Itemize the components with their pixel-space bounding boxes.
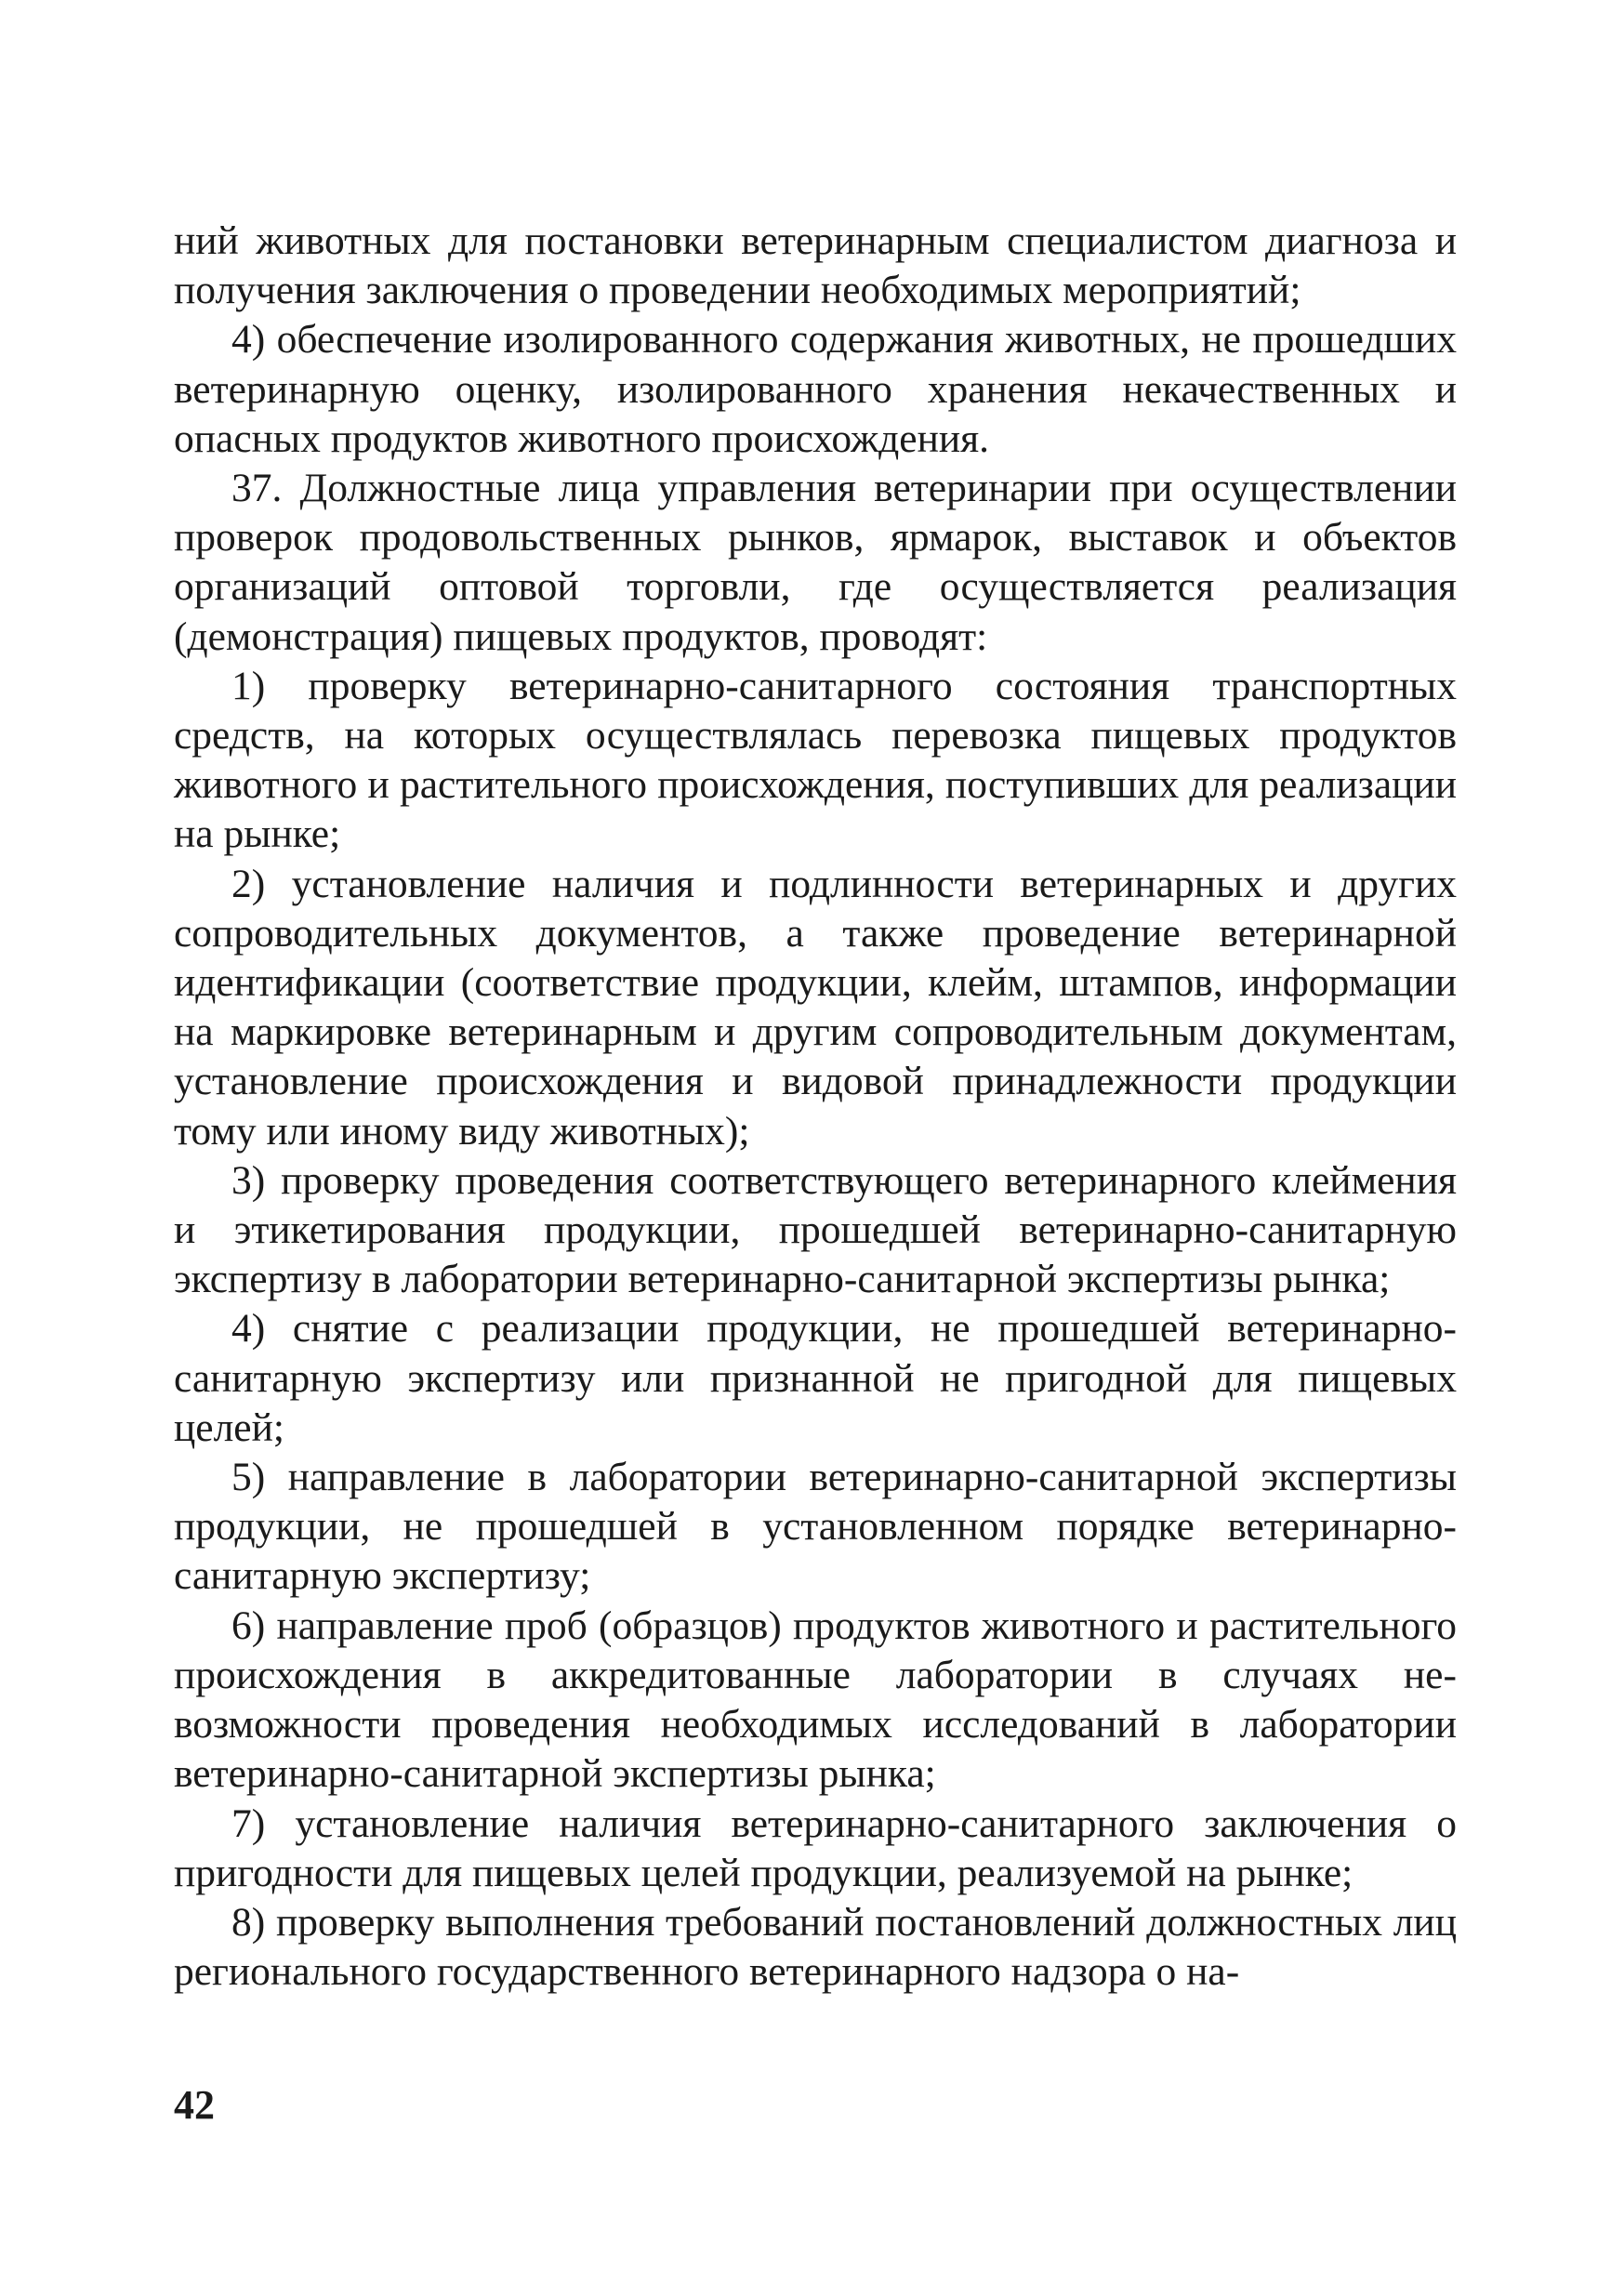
paragraph-item-7-conclusion: 7) установление наличия ветеринарно-санитарного заключения о пригодности для пищевых целей продукции, реализуемой на рынке; [174, 1800, 1457, 1895]
document-body [174, 217, 1457, 1997]
page-number: 42 [174, 2082, 215, 2128]
paragraph-continuation: ний животных для постановки ветеринарным специалистом диагноза и получения заключения о проведении необходимых мероприятий; [174, 218, 1457, 313]
paragraph-37-officials: 37. Должностные лица управления ветеринарии при осуществлении проверок продовольственных рынков, ярмарок, выставок и объектов организаций оптовой торговли, где осуществляется реализация (демонстрация) пищевых продуктов, проводят: [174, 466, 1457, 659]
paragraph-item-2-documents: 2) установление наличия и подлинности ветеринарных и других сопроводительных документов, а также проведение ветеринарной идентификации (соответствие продукции, клейм, штампов, информации на маркировке ветеринарным и другим сопроводительным документам, установление происхождения и видовой принадлежности продукции тому или иному виду животных); [174, 861, 1457, 1154]
paragraph-item-5-laboratory: 5) направление в лаборатории ветеринарно-санитарной экспертизы продукции, не прошедшей в установленном порядке ветеринарно-санитарную экспертизу; [174, 1455, 1457, 1599]
paragraph-item-6-samples: 6) направление проб (образцов) продуктов животного и растительного происхождения в аккредитованные лаборатории в случаях невозможности проведения необходимых исследований в лаборатории ветеринарно-санитарной экспертизы рынка; [174, 1603, 1457, 1797]
paragraph-item-3-branding: 3) проверку проведения соответствующего ветеринарного клеймения и этикетирования продукции, прошедшей ветеринарно-санитарную экспертизу в лаборатории ветеринарно-санитарной экспертизы рынка; [174, 1157, 1457, 1302]
paragraph-item-4-isolation: 4) обеспечение изолированного содержания животных, не прошедших ветеринарную оценку, изолированного хранения некачественных и опасных продуктов животного происхождения. [174, 317, 1457, 461]
paragraph-item-1-transport: 1) проверку ветеринарно-санитарного состояния транспортных средств, на которых осуществлялась перевозка пищевых продуктов животного и растительного происхождения, поступивших для реализации на рынке; [174, 663, 1457, 857]
paragraph-item-8-compliance: 8) проверку выполнения требований постановлений должностных лиц регионального государственного ветеринарного надзора о на- [174, 1899, 1457, 1995]
paragraph-item-4-withdrawal: 4) снятие с реализации продукции, не прошедшей ветеринарно-санитарную экспертизу или признанной не пригодной для пищевых целей; [174, 1306, 1457, 1450]
